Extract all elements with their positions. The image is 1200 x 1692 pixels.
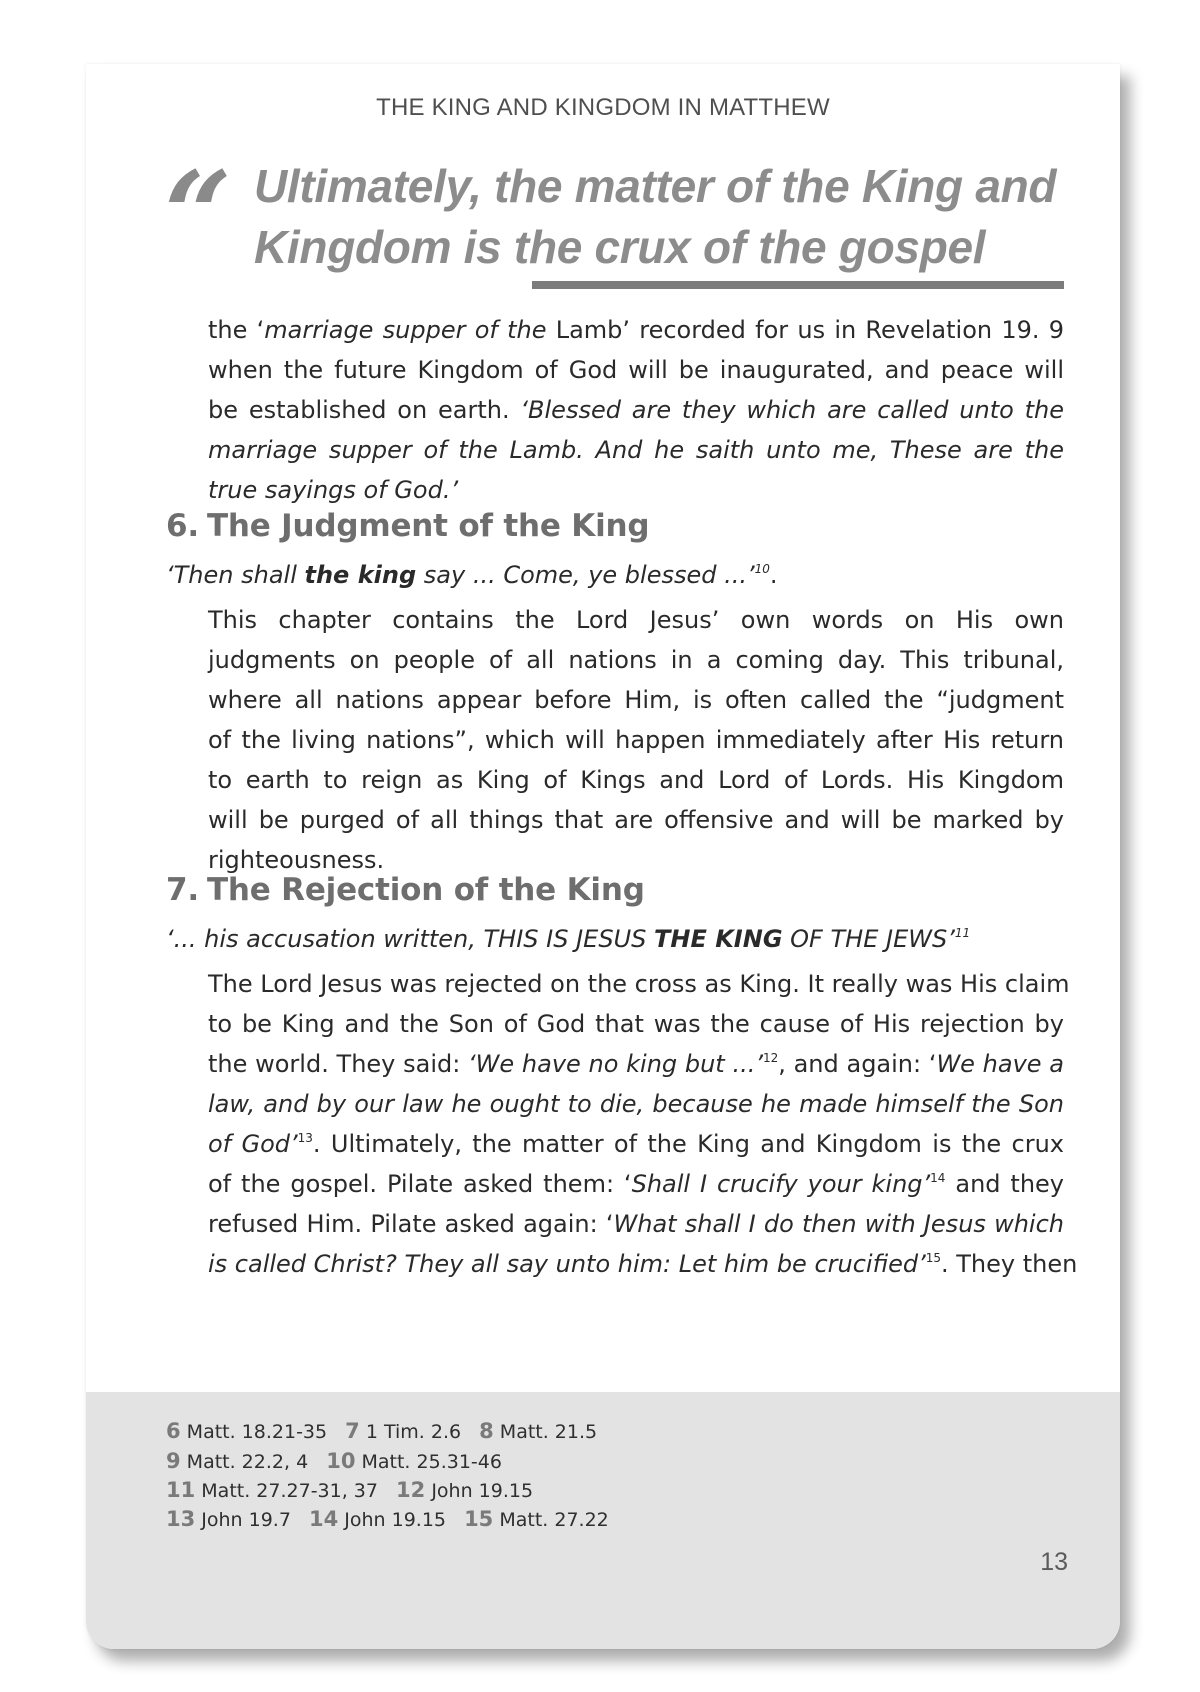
section-6-heading: [166, 508, 649, 544]
pull-quote-rule: [532, 281, 1064, 289]
footnote-number: 10: [326, 1449, 356, 1473]
paragraph-line: This chapter contains the Lord Jesus’ own words on His own: [208, 606, 1064, 634]
section-number: 6.: [166, 508, 199, 544]
book-page: [86, 64, 1120, 1649]
section-7-heading: [166, 872, 645, 908]
footnote-reference: Matt. 25.31-46: [361, 1451, 502, 1473]
footnote-ref: 15: [925, 1251, 941, 1265]
section-title: The Rejection of the King: [206, 872, 645, 908]
footnote-number: 13: [166, 1507, 196, 1531]
intro-line-2: when the future Kingdom of God will be inaugurated, and peace will: [208, 356, 1064, 384]
quote-mark-icon: “: [164, 145, 232, 284]
footnote-reference: Matt. 27.22: [499, 1509, 609, 1531]
footnote-line-3: [166, 1475, 545, 1505]
footnote-number: 7: [345, 1419, 360, 1443]
footnote-ref: 14: [930, 1171, 946, 1185]
paragraph-line: of the living nations”, which will happen immediately after His return: [208, 726, 1064, 754]
text: .: [769, 561, 778, 589]
italic-text: ‘We have no king but ...’: [468, 1050, 763, 1078]
footnote-ref: 11: [954, 926, 971, 940]
footnote-number: 6: [166, 1419, 181, 1443]
footnote-ref: 12: [762, 1051, 779, 1065]
text: the world. They said:: [208, 1050, 469, 1078]
intro-line-4: marriage supper of the Lamb. And he saith unto me, These are the: [208, 436, 1064, 464]
section-6-paragraph: [208, 600, 1064, 880]
footnote-line-1: [166, 1416, 609, 1446]
paragraph-line: [208, 1124, 1064, 1164]
footnote-number: 12: [396, 1478, 426, 1502]
footnote-reference: Matt. 22.2, 4: [186, 1451, 309, 1473]
footnote-reference: Matt. 18.21-35: [186, 1421, 328, 1443]
paragraph-line: [208, 1044, 1064, 1084]
footnote-ref: 10: [754, 562, 770, 576]
paragraph-line: [208, 1164, 1064, 1204]
footnote-number: 9: [166, 1449, 181, 1473]
paragraph-line: law, and by our law he ought to die, because he made himself the Son: [208, 1090, 1064, 1118]
text: Lamb’ recorded for us in Revelation 19. 9: [555, 316, 1064, 344]
text: ‘Then shall: [166, 561, 305, 589]
footnote-reference: John 19.7: [201, 1509, 291, 1531]
italic-text: of God’: [208, 1130, 298, 1158]
italic-text: We have a: [936, 1050, 1064, 1078]
text: and they: [945, 1170, 1065, 1198]
pull-quote: [254, 156, 1057, 278]
text: OF THE JEWS’: [782, 925, 955, 953]
text: of the gospel. Pilate asked them: ‘: [208, 1170, 632, 1198]
footnote-reference: John 19.15: [431, 1480, 534, 1502]
footnote-reference: Matt. 27.27-31, 37: [201, 1480, 378, 1502]
footnote-number: 8: [479, 1419, 494, 1443]
footnote-reference: 1 Tim. 2.6: [365, 1421, 462, 1443]
paragraph-line: The Lord Jesus was rejected on the cross as King. It really was His claim: [208, 970, 1070, 998]
text: refused Him. Pilate asked again: ‘: [208, 1210, 614, 1238]
text: say ... Come, ye blessed ...’: [416, 561, 755, 589]
intro-line-3: [208, 390, 1064, 430]
italic-text: ‘Blessed are they which are called unto the: [520, 396, 1064, 424]
italic-text: What shall I do then with Jesus which: [613, 1210, 1064, 1238]
footnote-number: 11: [166, 1478, 196, 1502]
paragraph-line: where all nations appear before Him, is often called the “judgment: [208, 686, 1064, 714]
text: . They then: [941, 1250, 1078, 1278]
italic-text: is called Christ? They all say unto him: Let him be crucified’: [208, 1250, 926, 1278]
running-title: THE KING AND KINGDOM IN MATTHEW: [376, 94, 830, 121]
text: , and again: ‘: [778, 1050, 937, 1078]
paragraph-line: judgments on people of all nations in a coming day. This tribunal,: [208, 646, 1064, 674]
footnote-reference: Matt. 21.5: [499, 1421, 598, 1443]
section-title: The Judgment of the King: [206, 508, 650, 544]
paragraph-line: righteousness.: [208, 846, 385, 874]
bold-text: the king: [304, 561, 417, 589]
section-6-epigraph: [166, 561, 778, 589]
page-number: 13: [1040, 1548, 1068, 1576]
footnote-number: 15: [464, 1507, 494, 1531]
footnote-reference: John 19.15: [344, 1509, 447, 1531]
paragraph-line: to earth to reign as King of Kings and Lord of Lords. His Kingdom: [208, 766, 1064, 794]
bold-text: THE KING: [654, 925, 783, 953]
italic-text: Shall I crucify your king’: [631, 1170, 931, 1198]
paragraph-line: to be King and the Son of God that was the cause of His rejection by: [208, 1010, 1064, 1038]
intro-line-1: [208, 310, 1064, 350]
section-7-epigraph: [166, 925, 970, 953]
footnote-number: 14: [308, 1507, 339, 1531]
text: be established on earth.: [208, 396, 521, 424]
pull-quote-line-2: Kingdom is the crux of the gospel: [254, 221, 986, 273]
section-7-paragraph: [208, 964, 1078, 1284]
footnote-line-4: [166, 1504, 621, 1534]
paragraph-line: will be purged of all things that are offensive and will be marked by: [208, 806, 1064, 834]
italic-text: marriage supper of the: [264, 316, 556, 344]
footnotes-band: [86, 1392, 1120, 1649]
intro-line-5: true sayings of God.’: [208, 476, 459, 504]
intro-paragraph: [208, 310, 1064, 510]
paragraph-line: [208, 1244, 1078, 1284]
text: ‘... his accusation written, THIS IS JESUS: [166, 925, 654, 953]
text: . Ultimately, the matter of the King and Kingdom is the crux: [312, 1130, 1064, 1158]
section-number: 7.: [166, 872, 199, 908]
pull-quote-line-1: Ultimately, the matter of the King and: [254, 160, 1057, 212]
footnote-line-2: [166, 1446, 514, 1476]
paragraph-line: [208, 1204, 1064, 1244]
footnote-ref: 13: [297, 1131, 313, 1145]
text: the ‘: [208, 316, 265, 344]
